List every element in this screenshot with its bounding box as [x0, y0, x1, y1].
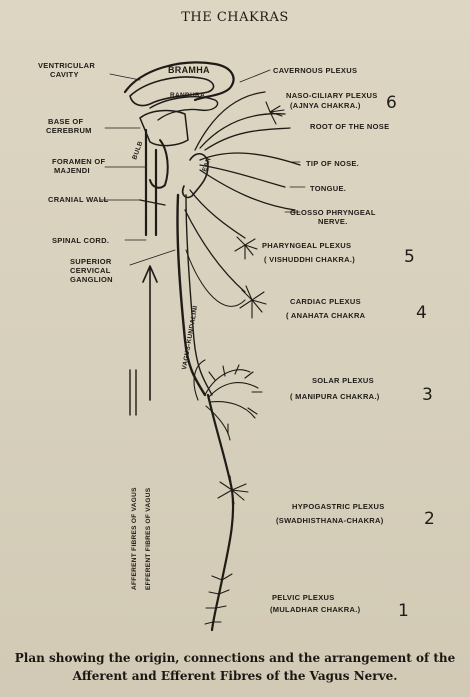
chakra-number-5: 5: [404, 247, 415, 267]
hypogastric-plexus: [218, 476, 248, 504]
hypogastric-label: HYPOGASTRIC PLEXUS (SWADHISTHANA-CHAKRA): [276, 502, 385, 525]
bulb-label: BULB: [131, 140, 145, 161]
ventricular-cavity-label: VENTRICULAR CAVITY: [38, 61, 96, 79]
randhra-label: RANDHRA: [170, 92, 205, 99]
glosso-label: GLOSSO PHRYNGEAL NERVE.: [290, 208, 376, 226]
chakra-number-1: 1: [398, 601, 409, 621]
foramen-label: FORAMEN OF MAJENDI: [52, 157, 106, 175]
pharyngeal-plexus: [235, 237, 257, 259]
naso-ciliary-label: NASO-CILIARY PLEXUS (AJNYA CHAKRA.): [286, 91, 378, 110]
chakra-number-4: 4: [416, 303, 427, 323]
solar-plexus: [194, 360, 262, 440]
chakra-number-3: 3: [422, 385, 433, 405]
solar-label: SOLAR PLEXUS ( MANIPURA CHAKRA.): [290, 376, 380, 401]
root-nose-label: ROOT OF THE NOSE: [310, 122, 390, 131]
lower-trunk: [208, 395, 233, 630]
bramha-label: BRAMHA: [168, 65, 210, 75]
pharyngeal-label: PHARYNGEAL PLEXUS ( VISHUDDHI CHAKRA.): [262, 241, 355, 264]
efferent-label: EFFERENT FIBRES OF VAGUS: [145, 487, 152, 590]
bulb-shape: [150, 140, 168, 188]
cavernous-label: CAVERNOUS PLEXUS: [273, 66, 358, 75]
figure-caption: Plan showing the origin, connections and the arrangement of the Afferent and Efferent Fibres of the Vagus Nerve.: [14, 651, 456, 683]
tongue-label: TONGUE.: [310, 184, 347, 193]
page-title: THE CHAKRAS: [181, 10, 289, 25]
ajnya-plexus: [266, 102, 284, 124]
efferent-bars: [130, 370, 136, 415]
tip-nose-label: TIP OF NOSE.: [306, 159, 360, 168]
superior-ganglion-label: SUPERIOR CERVICAL GANGLION: [70, 257, 113, 284]
vagus-kundalini-label: VAGUS-KUNDALINI: [181, 305, 200, 371]
ear-label: EAR: [201, 156, 213, 173]
cardiac-label: CARDIAC PLEXUS ( ANAHATA CHAKRA: [286, 297, 366, 320]
chakra-number-6: 6: [386, 93, 397, 113]
afferent-arrow: [143, 266, 157, 400]
base-cerebrum-label: BASE OF CEREBRUM: [46, 117, 92, 135]
chakra-number-2: 2: [424, 509, 435, 529]
pelvic-label: PELVIC PLEXUS (MULADHAR CHAKRA.): [270, 593, 361, 614]
spinal-cord-label: SPINAL CORD.: [52, 236, 110, 245]
afferent-label: AFFERENT FIBRES OF VAGUS: [131, 487, 138, 590]
cranial-wall-label: CRANIAL WALL: [48, 195, 109, 204]
